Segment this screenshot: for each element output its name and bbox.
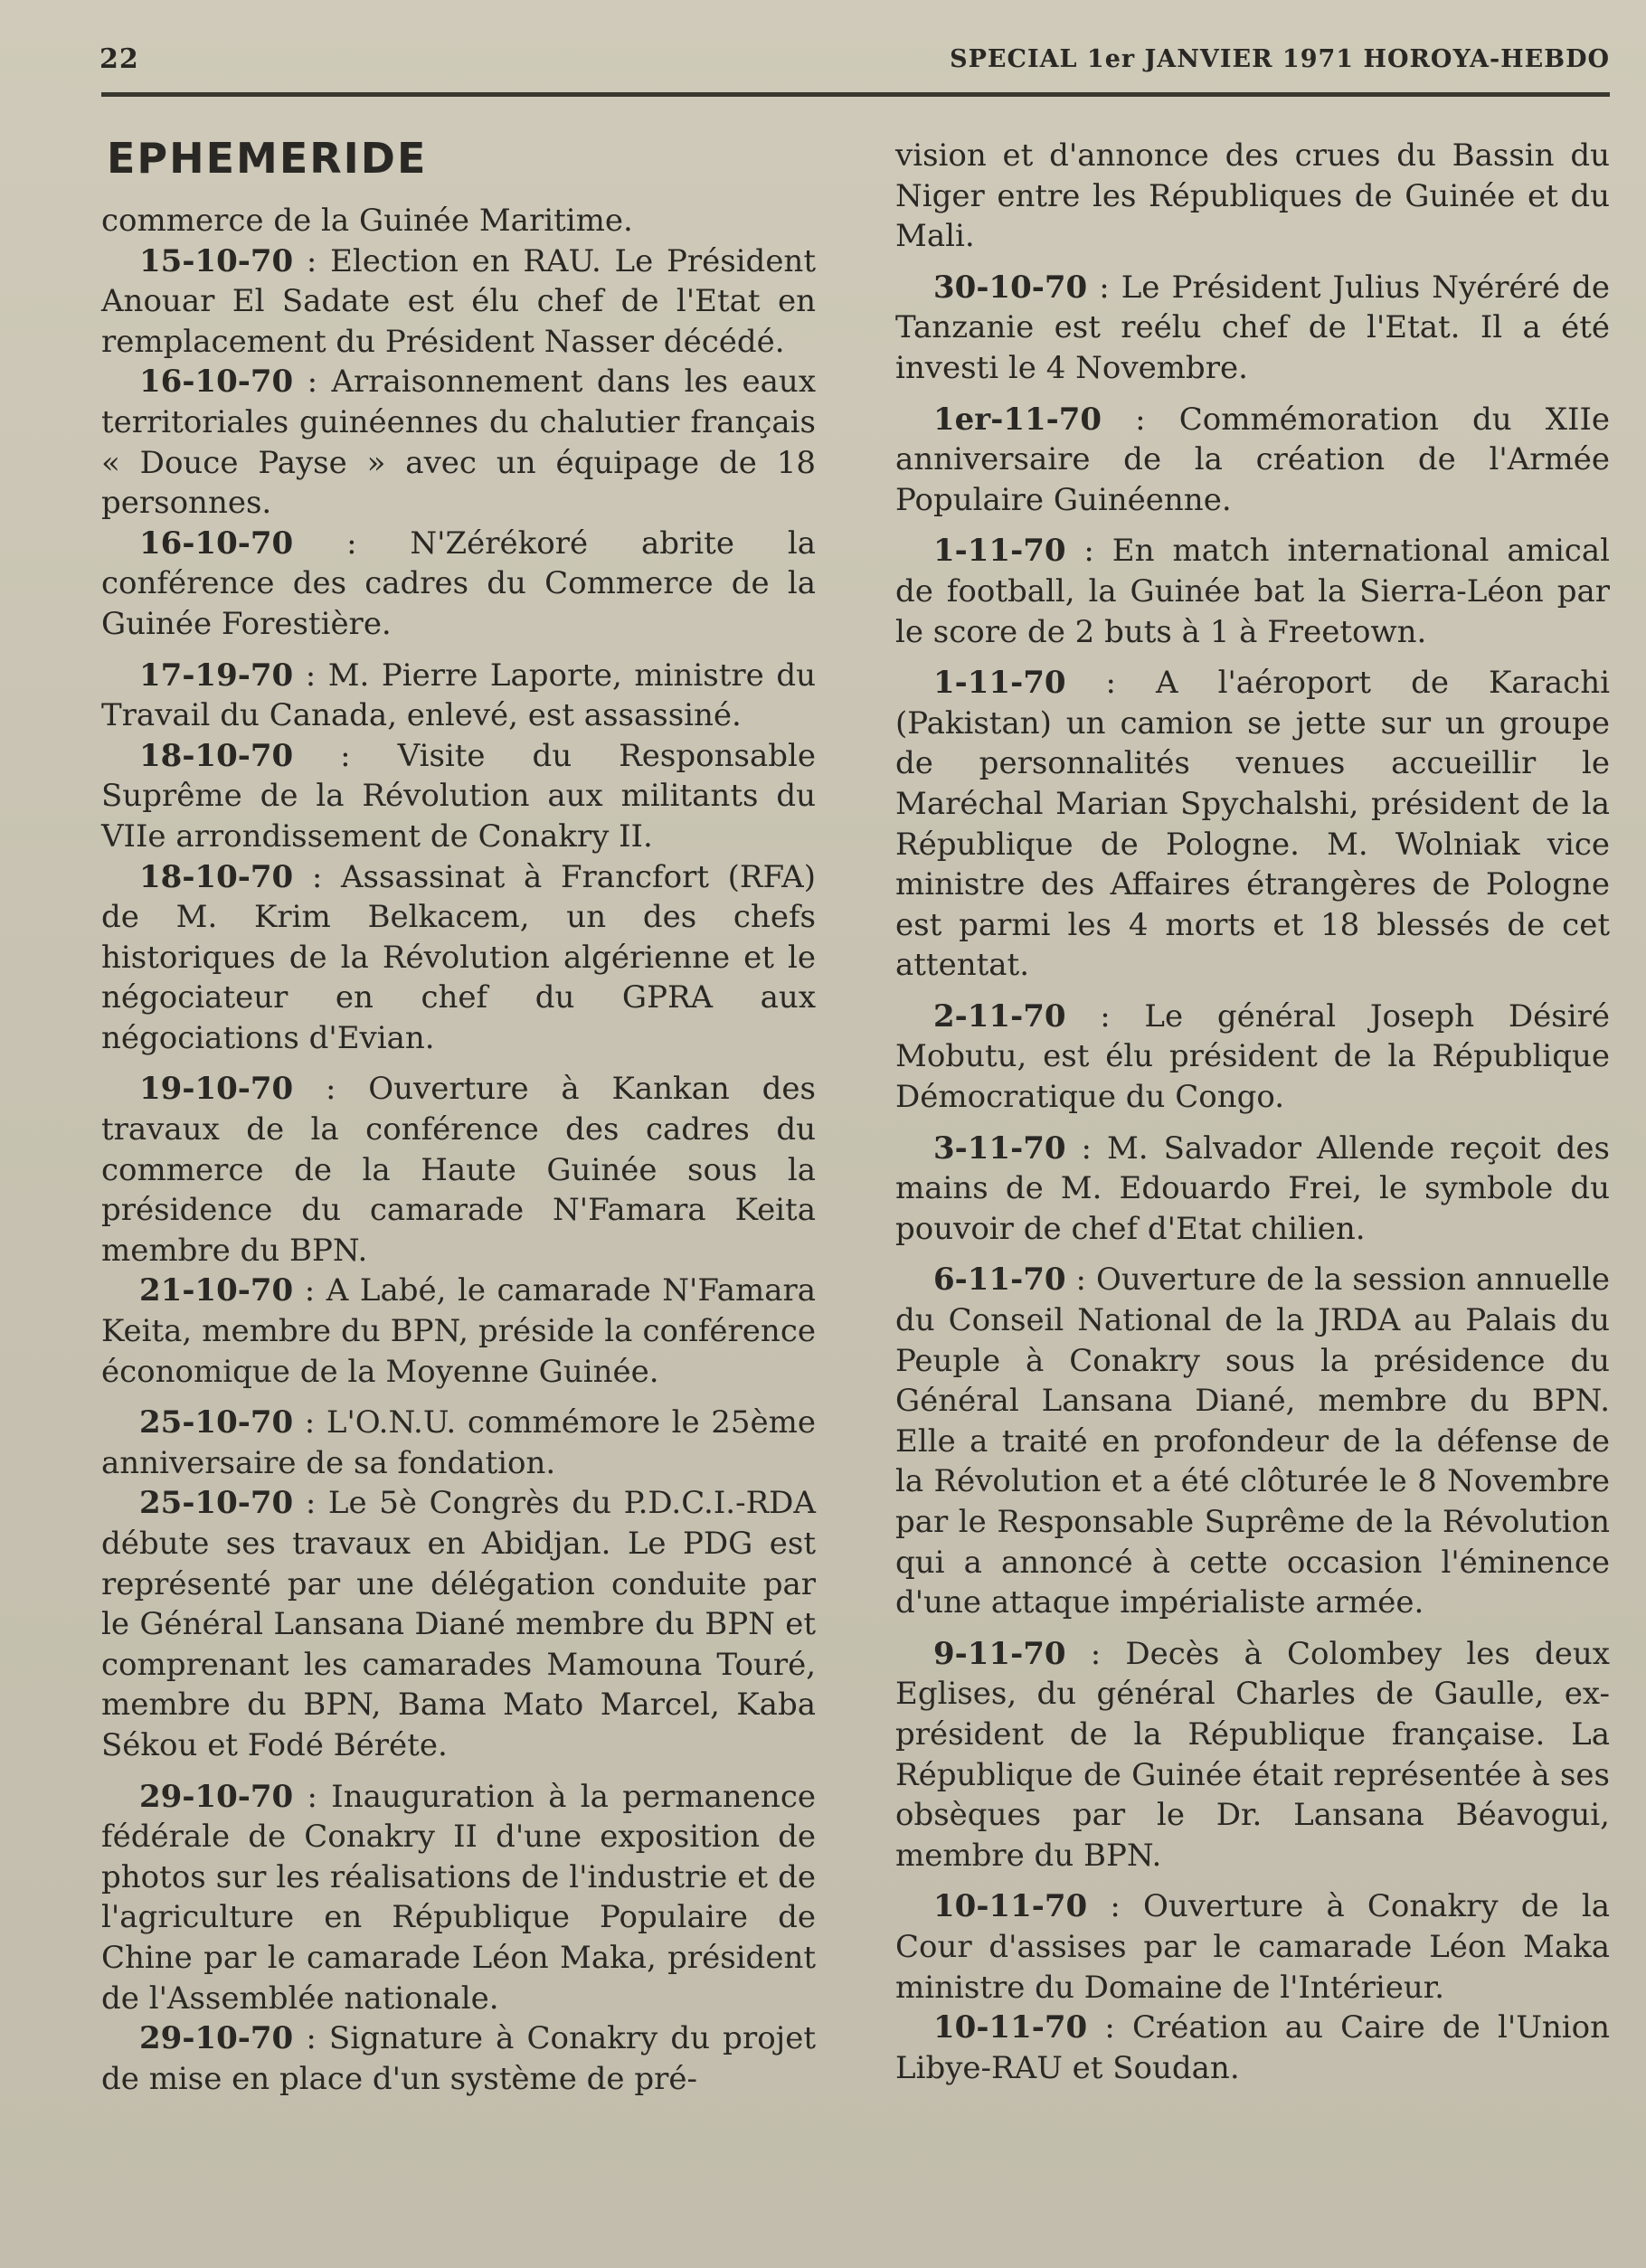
entry-date: 10-11-70 <box>933 1888 1088 1925</box>
entry <box>895 136 1610 257</box>
entry-text: : Ouverture à Kankan des travaux de la conférence des cadres du commerce de la Haute Guinée sous la présidence du camarade N'Famara Keita membre du BPN. <box>101 1071 816 1269</box>
entry-date: 9-11-70 <box>933 1635 1066 1672</box>
entry-text: : Election en RAU. Le Président Anouar El Sadate est élu chef de l'Etat en remplacement du Président Nasser décédé. <box>101 242 816 360</box>
entry-text: : Ouverture de la session annuelle du Conseil National de la JRDA au Palais du Peuple à Conakry sous la présidence du Général Lansana Diané, membre du BPN. Elle a traité en profondeur de la défense de la Révolution et a été clôturée le 8 Novembre par le Responsable Suprême de la Révolution qui a annoncé à cette occasion l'éminence d'une attaque impérialiste armée. <box>895 1262 1610 1621</box>
entry <box>895 400 1610 521</box>
entry-text: : Commémoration du XIIe anniversaire de la création de l'Armée Populaire Guinéenne. <box>895 401 1610 518</box>
entry-text: : Création au Caire de l'Union Libye-RAU et Soudan. <box>895 2009 1610 2086</box>
entry <box>101 524 816 645</box>
entry-text: : Le Président Julius Nyéréré de Tanzanie est reélu chef de l'Etat. Il a été investi le 4 Novembre. <box>895 269 1610 386</box>
entry-date: 18-10-70 <box>139 737 294 774</box>
entry <box>101 2018 816 2099</box>
entry <box>101 1403 816 1483</box>
entry <box>101 736 816 857</box>
entry-text: : A l'aéroport de Karachi (Pakistan) un camion se jette sur un groupe de personnalités venues accueillir le Maréchal Marian Spychalshi, président de la République de Pologne. M. Wolniak vice ministre des Affaires étrangères de Pologne est parmi les 4 morts et 18 blessés de cet attentat. <box>895 665 1610 984</box>
entry-date: 15-10-70 <box>139 242 294 279</box>
entry-date: 29-10-70 <box>139 2020 294 2057</box>
entry-date: 17-19-70 <box>139 657 294 694</box>
entry-text: : Decès à Colombey les deux Eglises, du général Charles de Gaulle, ex-président de la République française. La République de Guinée était représentée à ses obsèques par le Dr. Lansana Béavogui, membre du BPN. <box>895 1635 1610 1874</box>
entry-date: 21-10-70 <box>139 1272 294 1309</box>
entry-text: : A Labé, le camarade N'Famara Keita, membre du BPN, préside la conférence économique de la Moyenne Guinée. <box>101 1272 816 1390</box>
entry <box>895 268 1610 389</box>
entry-text: : M. Salvador Allende reçoit des mains de M. Edouardo Frei, le symbole du pouvoir de chef d'Etat chilien. <box>895 1129 1610 1247</box>
entry <box>101 1271 816 1392</box>
entry-date: 2-11-70 <box>933 997 1066 1035</box>
entry <box>101 656 816 736</box>
page-header <box>99 36 1610 90</box>
header-rule <box>101 92 1610 97</box>
entry-date: 1-11-70 <box>933 533 1066 570</box>
entry <box>101 1483 816 1765</box>
entry <box>101 241 816 363</box>
entry <box>895 663 1610 986</box>
entry <box>101 1069 816 1271</box>
entry-date: 19-10-70 <box>139 1071 294 1108</box>
entry <box>101 857 816 1059</box>
entry <box>101 1777 816 2019</box>
entry-date: 6-11-70 <box>933 1262 1066 1299</box>
entry-date: 25-10-70 <box>139 1404 294 1441</box>
entry-date: 10-11-70 <box>933 2009 1088 2046</box>
entry-date: 16-10-70 <box>139 524 294 562</box>
entry-date: 25-10-70 <box>139 1485 294 1522</box>
page-number: 22 <box>99 43 139 75</box>
entry <box>895 1260 1610 1622</box>
entry <box>895 2008 1610 2088</box>
entry-text: : Visite du Responsable Suprême de la Révolution aux militants du VIIe arrondissement de Conakry II. <box>101 737 816 855</box>
entry-text: : Ouverture à Conakry de la Cour d'assises par le camarade Léon Maka ministre du Domaine de l'Intérieur. <box>895 1888 1610 2006</box>
entry-date: 29-10-70 <box>139 1778 294 1815</box>
left-column <box>101 201 816 2099</box>
entry-text: : Signature à Conakry du projet de mise en place d'un système de pré- <box>101 2020 816 2097</box>
entry <box>895 1634 1610 1876</box>
entry-date: 3-11-70 <box>933 1129 1066 1167</box>
entry-date: 18-10-70 <box>139 858 294 895</box>
entry-text: vision et d'annonce des crues du Bassin du Niger entre les Républiques de Guinée et du Mali. <box>895 137 1610 255</box>
entry-date: 1-11-70 <box>933 665 1066 702</box>
entry <box>895 531 1610 652</box>
entry-text: : Assassinat à Francfort (RFA) de M. Krim Belkacem, un des chefs historiques de la Révolution algérienne et le négociateur en chef du GPRA aux négociations d'Evian. <box>101 858 816 1056</box>
entry-date: 30-10-70 <box>933 269 1088 306</box>
entry-text: : Le 5è Congrès du P.D.C.I.-RDA débute ses travaux en Abidjan. Le PDG est représenté par une délégation conduite par le Général Lansana Diané membre du BPN et comprenant les camarades Mamouna Touré, membre du BPN, Bama Mato Marcel, Kaba Sékou et Fodé Béréte. <box>101 1485 816 1763</box>
section-title: EPHEMERIDE <box>107 134 428 183</box>
right-column <box>895 136 1610 2088</box>
entry <box>101 362 816 523</box>
entry-text: : L'O.N.U. commémore le 25ème anniversaire de sa fondation. <box>101 1404 816 1481</box>
entry-text: : Arraisonnement dans les eaux territoriales guinéennes du chalutier français « Douce Payse » avec un équipage de 18 personnes. <box>101 364 816 522</box>
entry-date: 16-10-70 <box>139 364 294 401</box>
entry-text: : En match international amical de football, la Guinée bat la Sierra-Léon par le score de 2 buts à 1 à Freetown. <box>895 533 1610 650</box>
entry <box>101 201 816 241</box>
entry <box>895 1886 1610 2008</box>
running-head: SPECIAL 1er JANVIER 1971 HOROYA-HEBDO <box>950 45 1610 73</box>
entry-text: commerce de la Guinée Maritime. <box>101 203 633 239</box>
entry-text: : Inauguration à la permanence fédérale de Conakry II d'une exposition de photos sur les réalisations de l'industrie et de l'agriculture en République Populaire de Chine par le camarade Léon Maka, président de l'Assemblée nationale. <box>101 1778 816 2017</box>
entry-text: : Le général Joseph Désiré Mobutu, est élu président de la République Démocratique du Congo. <box>895 997 1610 1116</box>
entry <box>895 997 1610 1118</box>
entry-text: : N'Zérékoré abrite la conférence des cadres du Commerce de la Guinée Forestière. <box>101 524 816 642</box>
entry-text: : M. Pierre Laporte, ministre du Travail du Canada, enlevé, est assassiné. <box>101 657 816 734</box>
entry-date: 1er-11-70 <box>933 401 1102 438</box>
entry <box>895 1129 1610 1250</box>
